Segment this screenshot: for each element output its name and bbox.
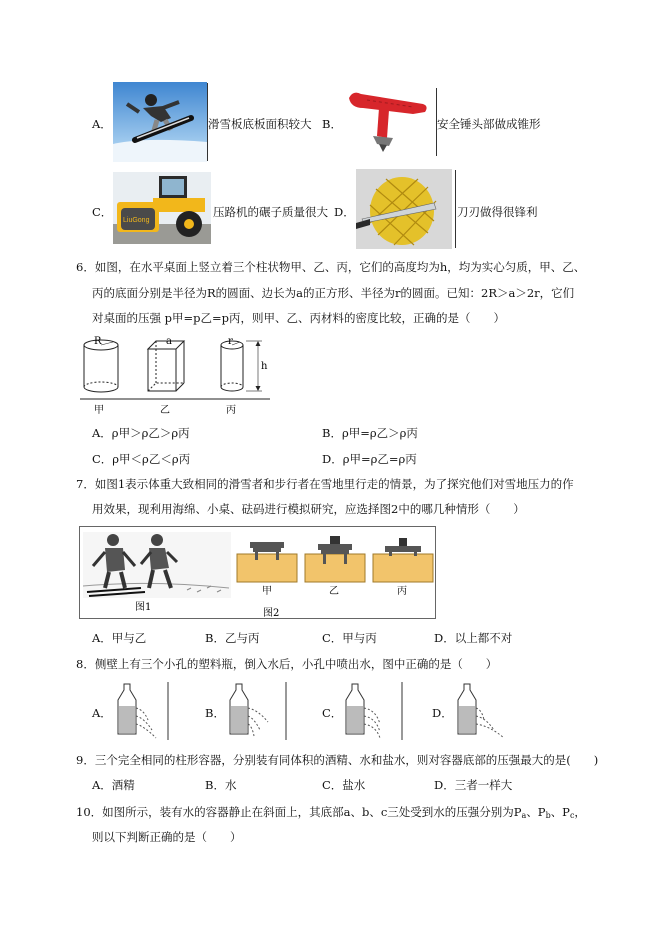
q8-stem-line1: 8．侧壁上有三个小孔的塑料瓶，倒入水后，小孔中喷出水，图中正确的是（ ） xyxy=(76,657,498,671)
q5-option-d-text: 刀刃做得很锋利 xyxy=(457,205,538,219)
q10-sep1: 、P xyxy=(526,805,546,819)
bottle-option-d xyxy=(450,680,512,742)
q9-option-c: C．盐水 xyxy=(322,778,366,792)
q10-sep2: 、P xyxy=(550,805,570,819)
roller-brand-text: LiuGong xyxy=(123,217,150,224)
bottle-option-a xyxy=(110,680,172,742)
label-jia: 甲 xyxy=(94,405,104,416)
q8-option-a-label: A． xyxy=(92,706,112,720)
fig2-caption: 图2 xyxy=(263,608,280,619)
knife-pineapple-image xyxy=(356,169,452,249)
q7-option-a: A．甲与乙 xyxy=(92,631,147,645)
q10-stem-text: 10．如图所示，装有水的容器静止在斜面上，其底部a、b、c三处受到水的压强分别为P xyxy=(76,805,522,819)
q10-end: ， xyxy=(574,805,586,819)
q5-option-c-text: 压路机的碾子质量很大 xyxy=(213,205,328,219)
q9-stem-line1: 9．三个完全相同的柱形容器，分别装有同体积的酒精、水和盐水，则对容器底部的压强最大的是( ) xyxy=(76,753,599,767)
q6-stem-line1: 6．如图，在水平桌面上竖立着三个柱状物甲、乙、丙，它们的高度均为h，均为实心匀质，甲、乙、 xyxy=(76,260,586,274)
q6-option-d: D．ρ甲=ρ乙=ρ丙 xyxy=(322,452,417,466)
q6-option-c: C．ρ甲＜ρ乙＜ρ丙 xyxy=(92,452,191,466)
q10-stem-line1 xyxy=(76,804,586,824)
q8-option-c-label: C． xyxy=(322,706,343,720)
bottle-option-c xyxy=(338,680,404,742)
q10-sub-b: b xyxy=(545,811,551,820)
fig2-label-yi: 乙 xyxy=(329,586,339,597)
q6-stem-line3: 对桌面的压强 p甲=p乙=p丙，则甲、乙、丙材料的密度比较，正确的是（ ） xyxy=(92,311,506,325)
q7-option-d: D．以上都不对 xyxy=(434,631,513,645)
q5-option-a-label: A． xyxy=(92,117,112,131)
q6-figure-three-pillars xyxy=(80,335,270,417)
q10-sub-c: c xyxy=(569,811,575,820)
q9-option-b: B．水 xyxy=(205,778,237,792)
q7-stem-line1: 7．如图1表示体重大致相同的滑雪者和步行者在雪地里行走的情景，为了探究他们对雪地压力的作 xyxy=(76,477,574,491)
label-bing: 丙 xyxy=(226,405,236,416)
q5-option-b-label: B． xyxy=(322,117,342,131)
snowboarder-image xyxy=(113,82,207,162)
q5-option-b-text: 安全锤头部做成锥形 xyxy=(437,117,541,131)
radius-r-label: r xyxy=(228,336,233,347)
q10-stem-line2: 则以下判断正确的是（ ） xyxy=(92,830,242,844)
q7-option-c: C．甲与丙 xyxy=(322,631,377,645)
fig2-label-bing: 丙 xyxy=(397,586,407,597)
q9-option-d: D．三者一样大 xyxy=(434,778,513,792)
q8-option-d-label: D． xyxy=(432,706,453,720)
q5-option-d-label: D． xyxy=(334,205,355,219)
fig1-caption: 图1 xyxy=(135,602,152,613)
q5-option-a-text: 滑雪板底板面积较大 xyxy=(208,117,312,131)
q9-option-a: A．酒精 xyxy=(92,778,135,792)
q6-stem-line2: 丙的底面分别是半径为R的圆面、边长为a的正方形、半径为r的圆面。已知：2R＞a＞2r，它们 xyxy=(92,286,575,300)
q10-sub-a: a xyxy=(521,811,527,820)
safety-hammer-image xyxy=(343,86,433,156)
q6-option-b: B．ρ甲=ρ乙＞ρ丙 xyxy=(322,426,418,440)
road-roller-image xyxy=(113,172,211,244)
label-yi: 乙 xyxy=(160,405,170,416)
radius-R-label: R xyxy=(94,336,102,347)
q8-option-b-label: B． xyxy=(205,706,225,720)
q7-figure xyxy=(79,526,436,619)
q6-option-a: A．ρ甲＞ρ乙＞ρ丙 xyxy=(92,426,190,440)
side-a-label: a xyxy=(166,336,172,347)
q5-option-c-label: C． xyxy=(92,205,113,219)
q7-option-b: B．乙与丙 xyxy=(205,631,260,645)
bottle-option-b xyxy=(222,680,288,742)
image-border xyxy=(455,170,456,248)
fig2-label-jia: 甲 xyxy=(262,586,272,597)
height-h-label: h xyxy=(261,361,268,372)
q7-stem-line2: 用效果，现利用海绵、小桌、砝码进行模拟研究，应选择图2中的哪几种情形（ ） xyxy=(92,502,525,516)
